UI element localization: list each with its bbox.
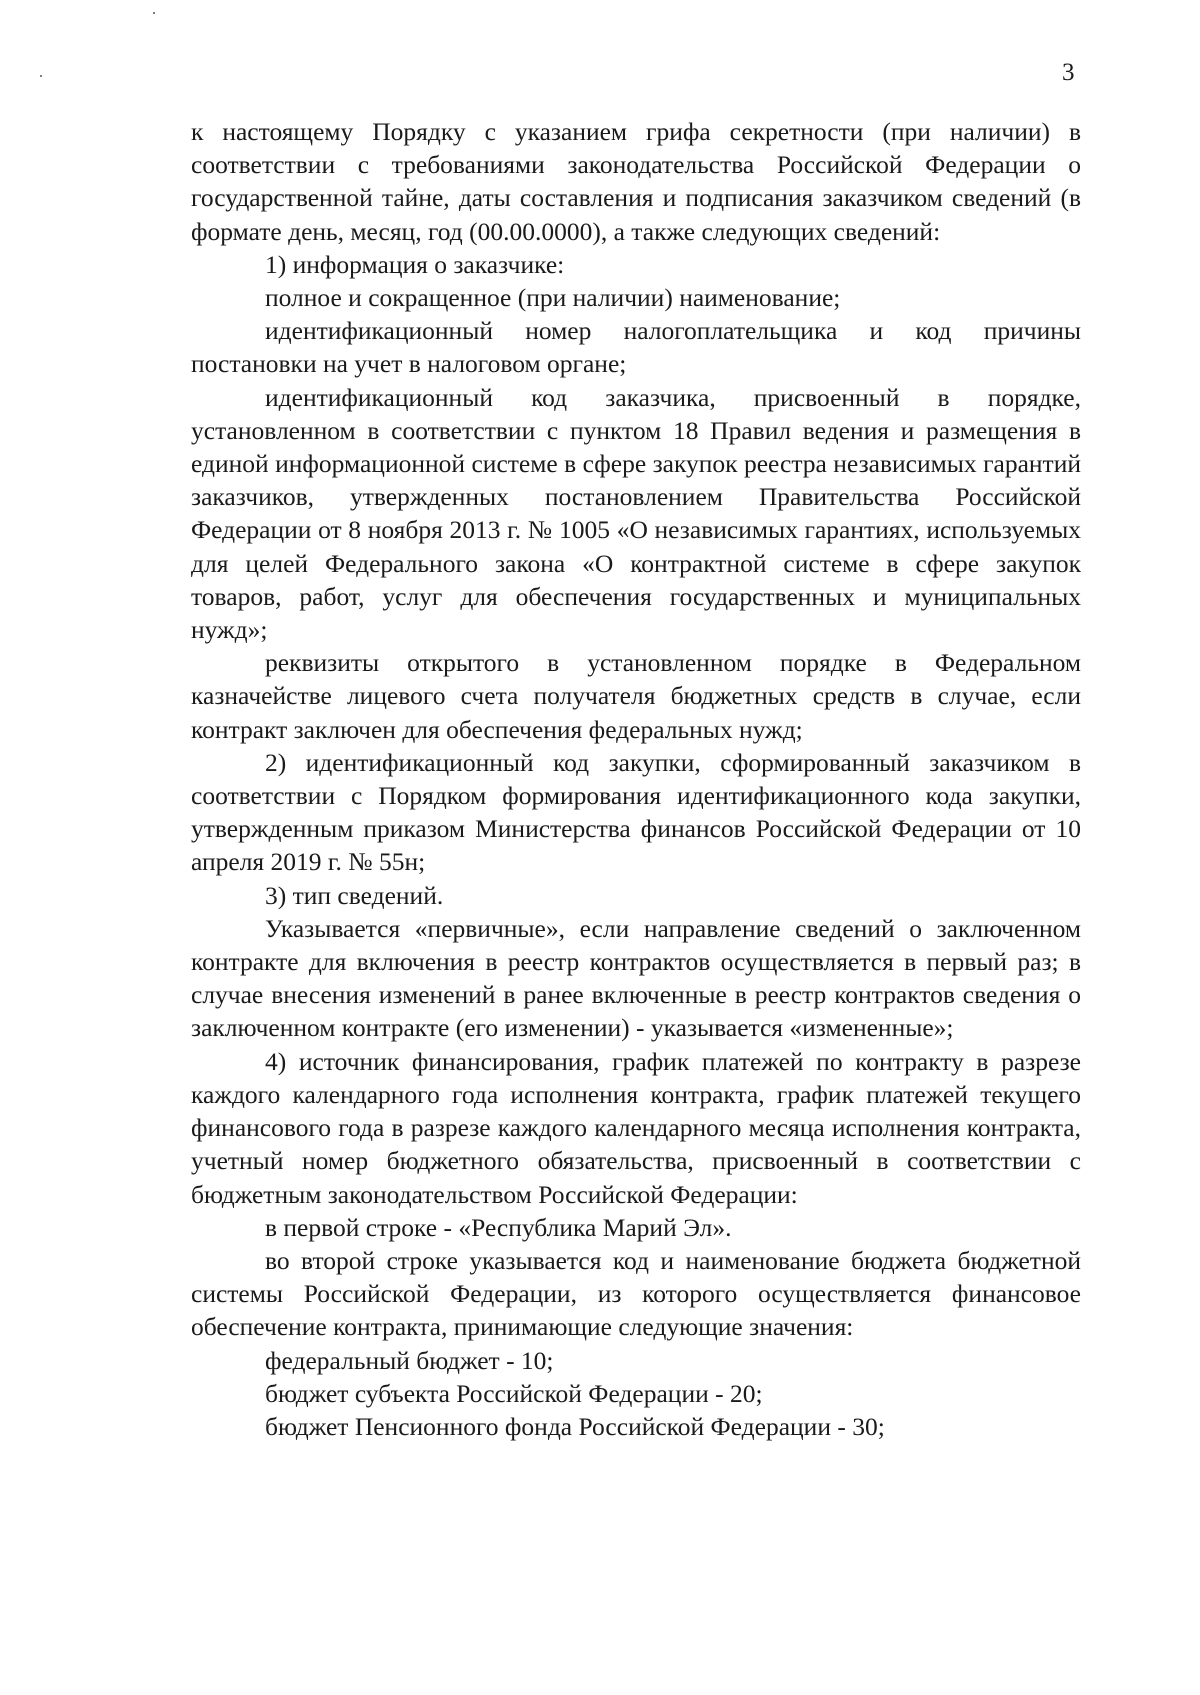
paragraph: в первой строке - «Республика Марий Эл». xyxy=(265,1212,732,1242)
paragraph: федеральный бюджет - 10; xyxy=(265,1345,554,1375)
scan-speck xyxy=(40,75,42,77)
paragraph: Указывается «первичные», если направление сведений о заключенном контракте для включения в реестр контрактов осуществляется в первый раз; в случае внесения изменений в ранее включенные в реестр контрактов сведения о заключенном контракте (его изменении) - указывается «измененные»; xyxy=(191,913,1081,1043)
paragraph: идентификационный код заказчика, присвоенный в порядке, установленном в соответствии с пунктом 18 Правил ведения и размещения в единой информационной системе в сфере закупок реестра независимых гарантий заказчиков, утвержденных постановлением Правительства Российской Федерации от 8 ноября 2013 г. № 1005 «О независимых гарантиях, используемых для целей Федерального закона «О контрактной системе в сфере закупок товаров, работ, услуг для обеспечения государственных и муниципальных нужд»; xyxy=(191,382,1081,645)
paragraph: 4) источник финансирования, график платежей по контракту в разрезе каждого календарного года исполнения контракта, график платежей текущего финансового года в разрезе каждого календарного месяца исполнения контракта, учетный номер бюджетного обязательства, присвоенный в соответствии с бюджетным законодательством Российской Федерации: xyxy=(191,1046,1081,1209)
paragraph: во второй строке указывается код и наименование бюджета бюджетной системы Российской Федерации, из которого осуществляется финансовое обеспечение контракта, принимающие следующие значения: xyxy=(191,1245,1081,1342)
paragraph: идентификационный номер налогоплательщика и код причины постановки на учет в налоговом органе; xyxy=(191,316,1081,379)
paragraph: реквизиты открытого в установленном порядке в Федеральном казначействе лицевого счета получателя бюджетных средств в случае, если контракт заключен для обеспечения федеральных нужд; xyxy=(191,648,1081,744)
paragraph: к настоящему Порядку с указанием грифа секретности (при наличии) в соответствии с требованиями законодательства Российской Федерации о государственной тайне, даты составления и подписания заказчиком сведений (в формате день, месяц, год (00.00.0000), а также следующих сведений: xyxy=(191,117,1081,246)
paragraph: 1) информация о заказчике: xyxy=(265,249,565,279)
paragraph: 2) идентификационный код закупки, сформированный заказчиком в соответствии с Порядком формирования идентификационного кода закупки, утвержденным приказом Министерства финансов Российской Федерации от 10 апреля 2019 г. № 55н; xyxy=(191,747,1081,877)
page-number: 3 xyxy=(1062,59,1075,86)
document-body xyxy=(191,115,1081,1443)
paragraph: бюджет Пенсионного фонда Российской Федерации - 30; xyxy=(265,1411,885,1441)
paragraph: бюджет субъекта Российской Федерации - 20; xyxy=(265,1378,763,1408)
paragraph: 3) тип сведений. xyxy=(265,880,444,910)
scan-speck xyxy=(153,12,155,14)
paragraph: полное и сокращенное (при наличии) наименование; xyxy=(265,283,841,313)
